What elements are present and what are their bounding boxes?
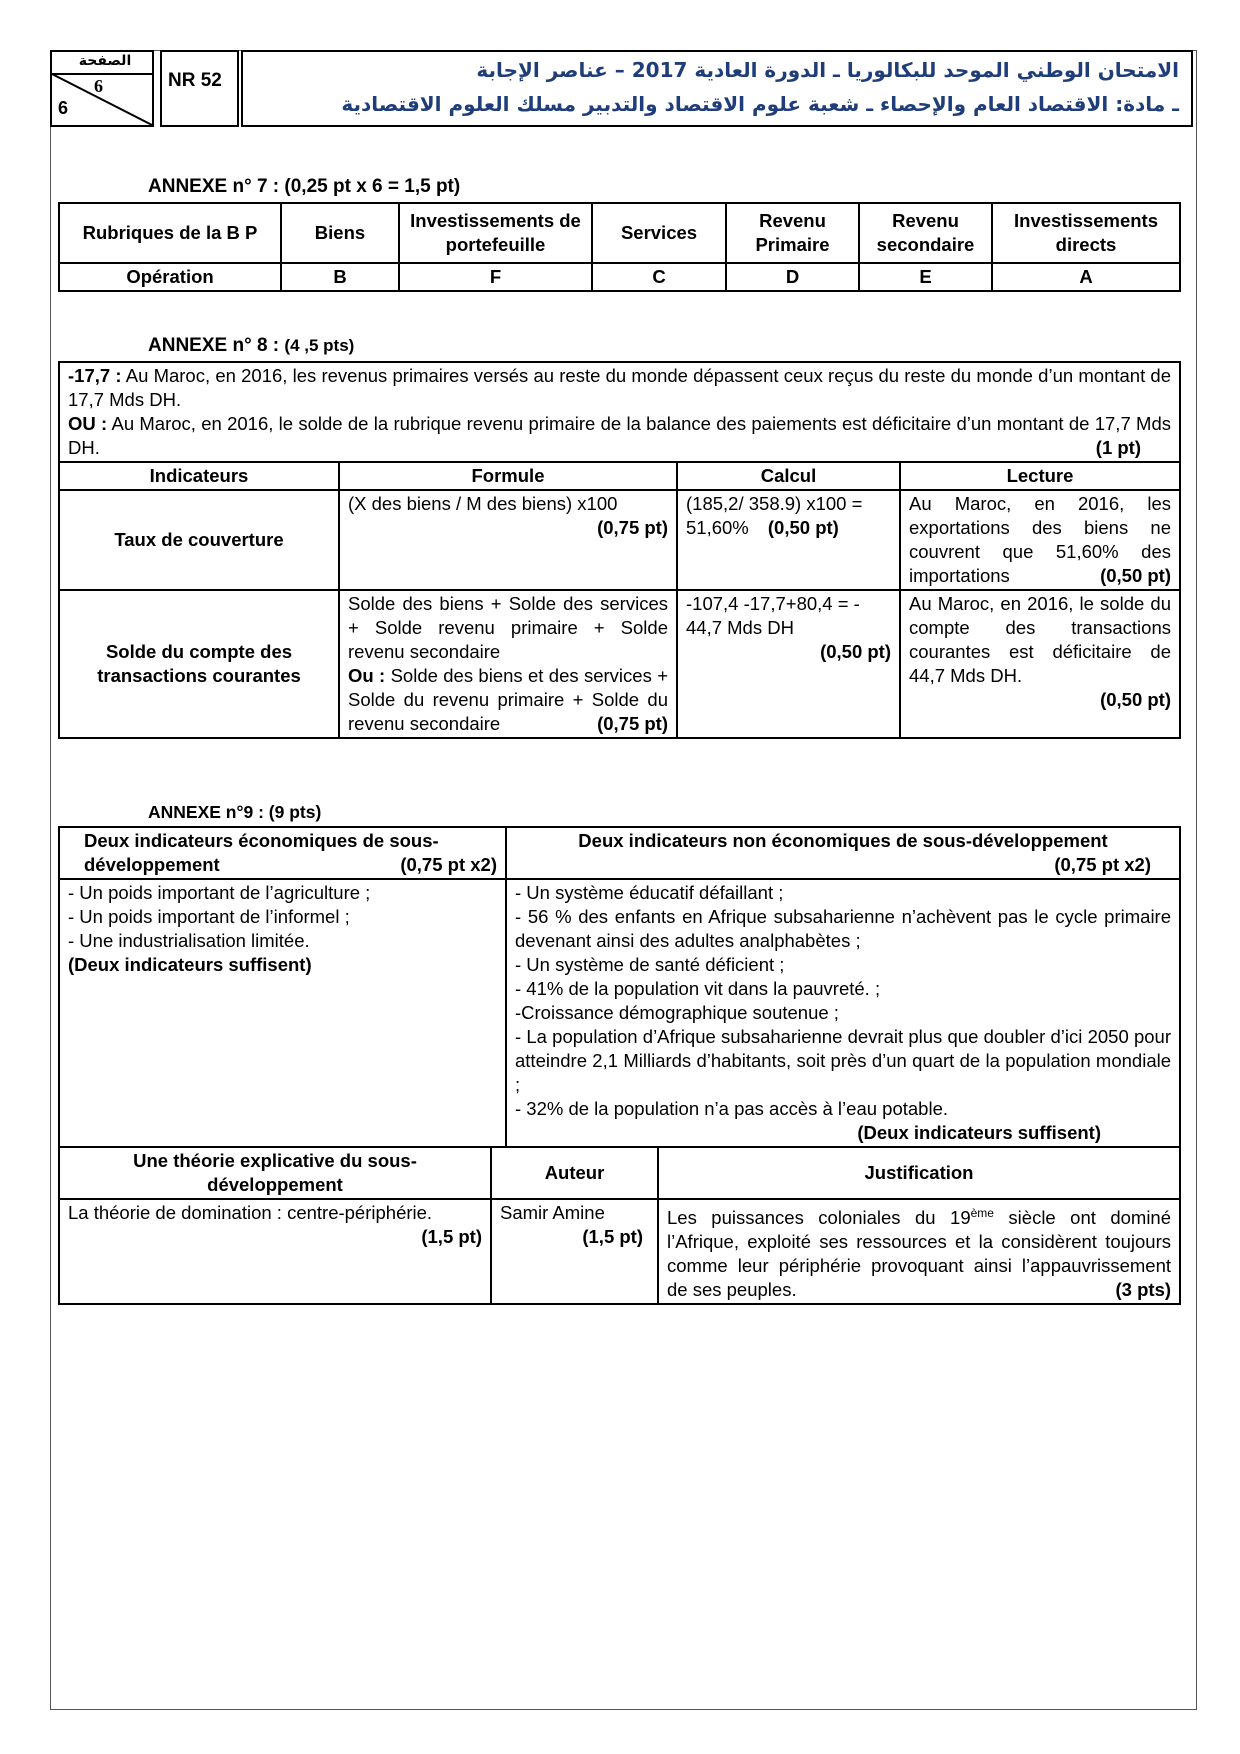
annex9-justif-sup: ème bbox=[970, 1206, 994, 1220]
annex9-justif-text-b: siècle ont dominé l’Afrique, exploité ses ressources et la considèrent toujours comme leur périphérie provoquant ainsi l’appauvrissement de ses peuples. bbox=[667, 1207, 1172, 1301]
annex7-header-portefeuille: Investissements de portefeuille bbox=[399, 203, 592, 263]
annex9-theory-pts: (1,5 pt) bbox=[421, 1226, 482, 1247]
annex9-table bbox=[58, 826, 1181, 1305]
annex8-reading-taux bbox=[900, 490, 1180, 590]
page-current: 6 bbox=[94, 76, 103, 96]
annex7-header-biens: Biens bbox=[281, 203, 399, 263]
annex8-intro-or: OU : bbox=[68, 413, 108, 434]
annex9-econ-cell bbox=[59, 879, 506, 1147]
annex7-cell-operation: Opération bbox=[59, 263, 281, 291]
list-item: - Une industrialisation limitée. bbox=[68, 930, 310, 951]
exam-code-box bbox=[160, 50, 239, 127]
annex8-calc-solde-pts: (0,50 pt) bbox=[820, 641, 891, 662]
annex8-title-pts: (4 ,5 pts) bbox=[284, 336, 355, 355]
annex9-author-text: Samir Amine bbox=[500, 1202, 605, 1223]
annex8-intro-pts: (1 pt) bbox=[1095, 437, 1141, 458]
list-item: - 56 % des enfants en Afrique subsaharienne n’achèvent pas le cycle primaire devenant ainsi des adultes analphabètes ; bbox=[515, 906, 1172, 951]
annex9-header-econ-pts: (0,75 pt x2) bbox=[400, 854, 497, 875]
annex7-cell-services: C bbox=[592, 263, 726, 291]
page-number-box bbox=[50, 50, 154, 127]
annex8-formula-solde-text: Solde des biens + Solde des services + Solde revenu primaire + Solde revenu secondaire bbox=[348, 593, 668, 662]
annex8-formula-solde bbox=[339, 590, 677, 738]
annex8-header-formule: Formule bbox=[339, 462, 677, 490]
annex8-formula-solde-pts: (0,75 pt) bbox=[597, 713, 668, 734]
annex9-theory-text: La théorie de domination : centre-périphérie. bbox=[68, 1202, 433, 1223]
annex8-reading-taux-pts: (0,50 pt) bbox=[1100, 565, 1171, 586]
annex8-calc-solde bbox=[677, 590, 900, 738]
list-item: - 41% de la population vit dans la pauvreté. ; bbox=[515, 978, 881, 999]
annex8-formula-taux-pts: (0,75 pt) bbox=[597, 517, 668, 538]
annex8-intro-text2: Au Maroc, en 2016, le solde de la rubrique revenu primaire de la balance des paiements est déficitaire d’un montant de 17,7 Mds DH. bbox=[68, 413, 1171, 458]
list-item: - 32% de la population n’a pas accès à l’eau potable. bbox=[515, 1098, 948, 1119]
annex9-title: ANNEXE n°9 : (9 pts) bbox=[148, 802, 322, 822]
list-item: - Un poids important de l’agriculture ; bbox=[68, 882, 371, 903]
annex7-cell-revenu-secondaire: E bbox=[859, 263, 992, 291]
annex8-header-calcul: Calcul bbox=[677, 462, 900, 490]
annex9-econ-note: (Deux indicateurs suffisent) bbox=[68, 954, 312, 975]
annex9-header-nonecon bbox=[506, 827, 1180, 879]
annex9-header-econ bbox=[59, 827, 506, 879]
annex8-header-lecture: Lecture bbox=[900, 462, 1180, 490]
annex7-header-revenu-primaire: Revenu Primaire bbox=[726, 203, 859, 263]
exam-title-box bbox=[241, 50, 1193, 127]
page-label: الصفحة bbox=[78, 53, 132, 69]
annex7-header-services: Services bbox=[592, 203, 726, 263]
annex8-indicator-solde: Solde du compte des transactions courantes bbox=[59, 590, 339, 738]
annex8-reading-solde-text: Au Maroc, en 2016, le solde du compte des transactions courantes est déficitaire de 44,7 Mds DH. bbox=[909, 593, 1171, 686]
annex8-reading-solde bbox=[900, 590, 1180, 738]
list-item: - Un système de santé déficient ; bbox=[515, 954, 785, 975]
annex8-formula-taux bbox=[339, 490, 677, 590]
annex7-title: ANNEXE n° 7 : (0,25 pt x 6 = 1,5 pt) bbox=[148, 176, 461, 197]
annex7-cell-portefeuille: F bbox=[399, 263, 592, 291]
annex9-header-justif: Justification bbox=[658, 1147, 1180, 1199]
annex8-intro-value: -17,7 : bbox=[68, 365, 122, 386]
annex9-nonecon-note: (Deux indicateurs suffisent) bbox=[857, 1122, 1102, 1143]
annex8-calc-taux-text: (185,2/ 358.9) x100 = 51,60% bbox=[686, 493, 863, 538]
annex9-nonecon-cell bbox=[506, 879, 1180, 1147]
annex9-header-theory: Une théorie explicative du sous-développement bbox=[59, 1147, 491, 1199]
annex8-table bbox=[58, 361, 1181, 739]
annex8-formula-solde-or: Ou : bbox=[348, 665, 386, 686]
exam-code: NR 52 bbox=[168, 70, 222, 91]
annex8-reading-solde-pts: (0,50 pt) bbox=[1100, 689, 1171, 710]
annex8-header-indicateurs: Indicateurs bbox=[59, 462, 339, 490]
annex8-indicator-taux: Taux de couverture bbox=[59, 490, 339, 590]
annex8-formula-taux-text: (X des biens / M des biens) x100 bbox=[348, 493, 618, 514]
annex8-title bbox=[148, 335, 354, 357]
annex8-calc-taux bbox=[677, 490, 900, 590]
annex9-header-nonecon-text: Deux indicateurs non économiques de sous-développement bbox=[578, 830, 1108, 851]
annex9-header-nonecon-pts: (0,75 pt x2) bbox=[1054, 854, 1152, 875]
annex8-calc-taux-pts: (0,50 pt) bbox=[767, 517, 839, 538]
exam-title-line1: الامتحان الوطني الموحد للبكالوريا ـ الدورة العادية 2017 – عناصر الإجابة bbox=[476, 58, 1179, 82]
annex8-reading-taux-text: Au Maroc, en 2016, les exportations des biens ne couvrent que 51,60% des importations bbox=[909, 493, 1171, 586]
exam-title-line2: ـ مادة: الاقتصاد العام والإحصاء ـ شعبة علوم الاقتصاد والتدبير مسلك العلوم الاقتصادية bbox=[341, 92, 1179, 116]
annex9-justif-cell bbox=[658, 1199, 1180, 1304]
list-item: - Un poids important de l’informel ; bbox=[68, 906, 350, 927]
annex8-formula-solde-alt: Solde des biens et des services + Solde du revenu primaire + Solde du revenu secondaire bbox=[348, 665, 668, 734]
annex8-intro bbox=[59, 362, 1180, 462]
page-total: 6 bbox=[58, 98, 69, 118]
annex8-intro-text1: Au Maroc, en 2016, les revenus primaires versés au reste du monde dépassent ceux reçus du reste du monde d’un montant de 17,7 Mds DH. bbox=[68, 365, 1172, 410]
annex7-header-revenu-secondaire: Revenu secondaire bbox=[859, 203, 992, 263]
annex9-author-pts: (1,5 pt) bbox=[582, 1226, 643, 1247]
annex8-calc-solde-text: -107,4 -17,7+80,4 = - 44,7 Mds DH bbox=[686, 593, 860, 638]
annex7-cell-revenu-primaire: D bbox=[726, 263, 859, 291]
annex8-title-text: ANNEXE n° 8 : bbox=[148, 335, 280, 356]
annex7-header-rubriques: Rubriques de la B P bbox=[59, 203, 281, 263]
annex9-header-econ-text: Deux indicateurs économiques de sous-développement bbox=[84, 830, 439, 875]
annex7-header-directs: Investissements directs bbox=[992, 203, 1180, 263]
annex7-table bbox=[58, 202, 1181, 292]
list-item: - Un système éducatif défaillant ; bbox=[515, 882, 784, 903]
list-item: -Croissance démographique soutenue ; bbox=[515, 1002, 839, 1023]
annex9-author-cell bbox=[491, 1199, 658, 1304]
annex9-header-author: Auteur bbox=[491, 1147, 658, 1199]
annex9-theory-cell bbox=[59, 1199, 491, 1304]
list-item: - La population d’Afrique subsaharienne devrait plus que doubler d’ici 2050 pour atteindre 2,1 Milliards d’habitants, soit près d’un quart de la population mondiale ; bbox=[515, 1026, 1172, 1095]
annex9-justif-text-a: Les puissances coloniales du 19 bbox=[667, 1207, 971, 1229]
annex7-cell-directs: A bbox=[992, 263, 1180, 291]
annex7-cell-biens: B bbox=[281, 263, 399, 291]
annex9-justif-pts: (3 pts) bbox=[1115, 1279, 1172, 1301]
